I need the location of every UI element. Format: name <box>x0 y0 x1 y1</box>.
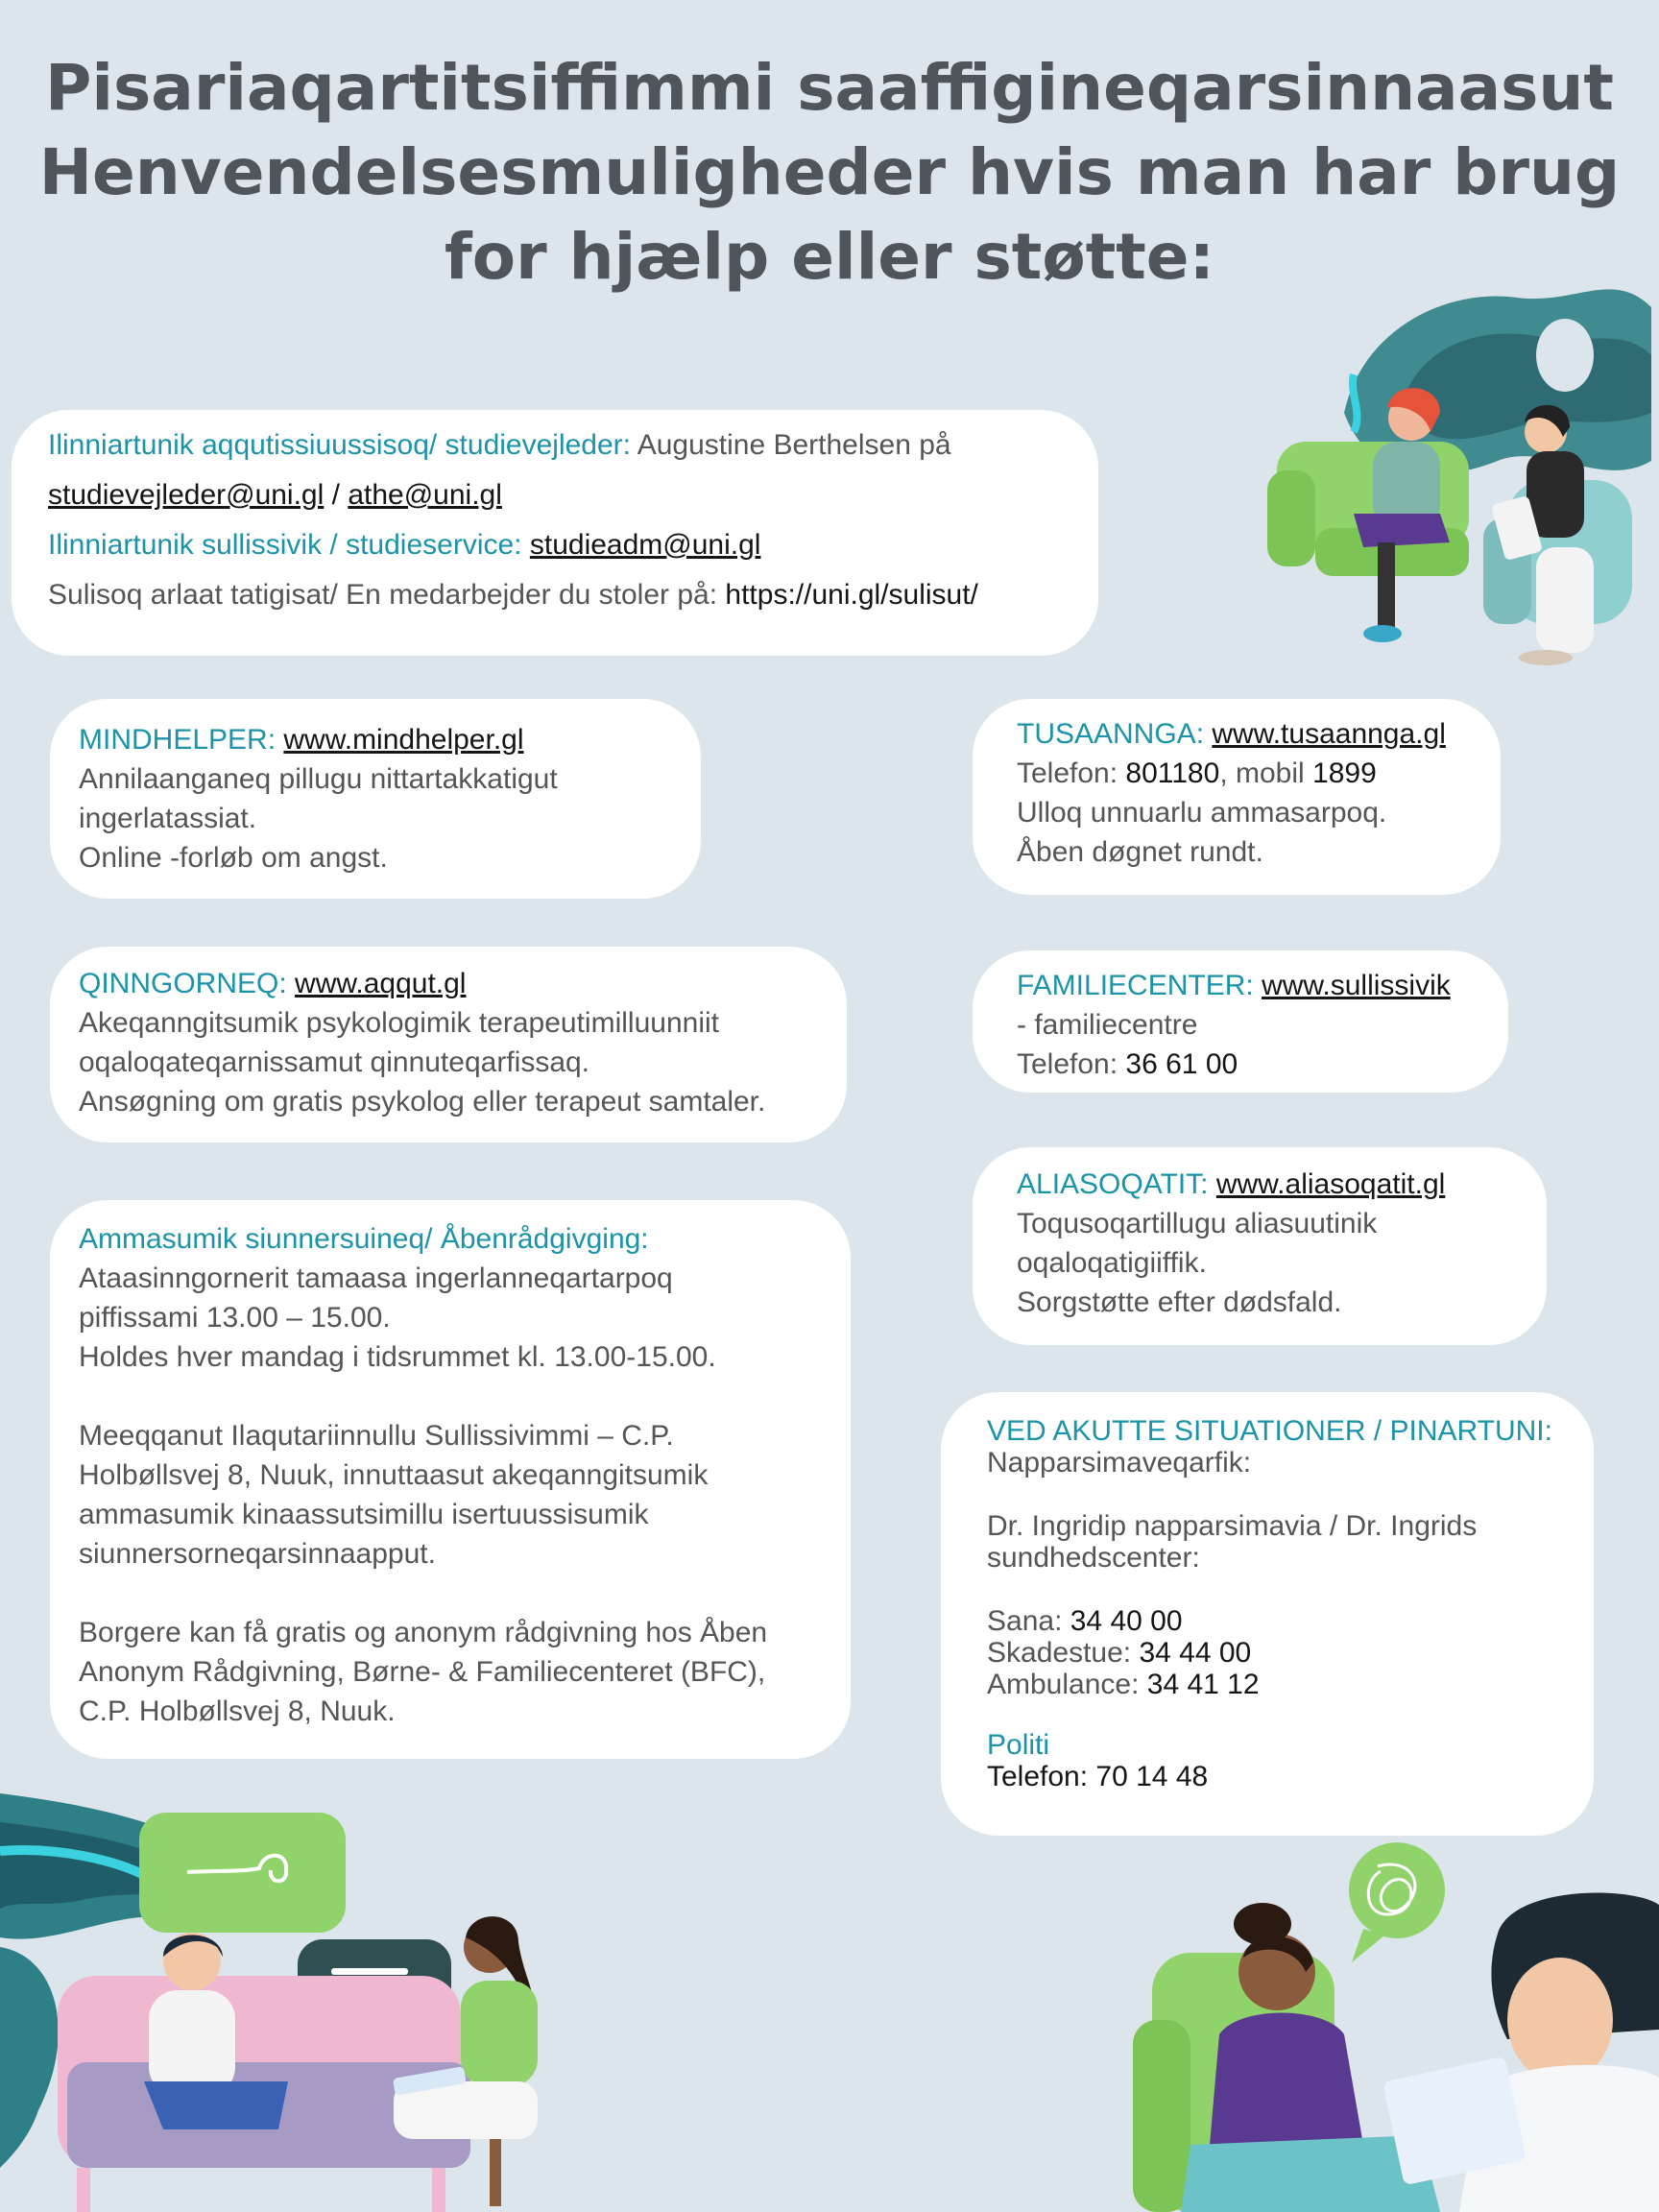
aliasoqatit-line-2: oqaloqatigiiffik. <box>1017 1247 1207 1279</box>
tusaannga-mobil: 1899 <box>1312 757 1377 789</box>
aabenraadgivning-card <box>50 1200 851 1759</box>
sana-line <box>987 1605 1594 1637</box>
politi-phone: Telefon: 70 14 48 <box>987 1761 1209 1792</box>
mindhelper-line-2: ingerlatassiat. <box>79 803 257 834</box>
aabenraadgivning-label: Ammasumik siunnersuineq/ Åbenrådgivging: <box>79 1223 649 1255</box>
university-contact-card <box>12 410 1098 656</box>
ambulance-line <box>987 1669 1594 1700</box>
studieadm-email-link[interactable]: studieadm@uni.gl <box>529 529 761 561</box>
sana-phone: 34 40 00 <box>1070 1605 1183 1637</box>
trusted-text: Sulisoq arlaat tatigisat/ En medarbejder du stoler på: <box>48 579 726 611</box>
aabenraadgivning-line-8: Borgere kan få gratis og anonym rådgivning hos Åben <box>79 1617 768 1648</box>
aliasoqatit-line-1: Toqusoqartillugu aliasuutinik <box>1017 1208 1378 1239</box>
tusaannga-card <box>973 699 1501 895</box>
ambulance-phone: 34 41 12 <box>1146 1669 1260 1700</box>
mindhelper-label: MINDHELPER: <box>79 724 276 756</box>
advisor-line <box>48 425 1098 465</box>
aabenraadgivning-line-9: Anonym Rådgivning, Børne- & Familiecenteret (BFC), <box>79 1656 766 1688</box>
skadestue-line <box>987 1637 1594 1669</box>
tusaannga-phone: 801180 <box>1125 757 1220 789</box>
aabenraadgivning-line-2: piffissami 13.00 – 15.00. <box>79 1302 391 1334</box>
sana-label: Sana: <box>987 1605 1070 1637</box>
sullissivik-url-link[interactable]: www.sullissivik <box>1262 970 1451 1001</box>
aliasoqatit-card <box>973 1147 1547 1345</box>
familiecenter-phone-line <box>1017 1045 1508 1084</box>
aabenraadgivning-line-5: Holbøllsvej 8, Nuuk, innuttaasut akeqanngitsumik <box>79 1459 709 1491</box>
familiecenter-line-1: - familiecentre <box>1017 1009 1198 1041</box>
qinngorneq-line-1: Akeqanngitsumik psykologimik terapeutimilluunniit <box>79 1007 719 1039</box>
aliasoqatit-url-link[interactable]: www.aliasoqatit.gl <box>1215 1168 1446 1200</box>
familiecenter-phone: 36 61 00 <box>1125 1048 1238 1080</box>
aliasoqatit-label: ALIASOQATIT: <box>1017 1168 1209 1200</box>
studievejleder-email-link[interactable]: studievejleder@uni.gl <box>48 479 325 511</box>
aabenraadgivning-line-1: Ataasinngornerit tamaasa ingerlanneqartarpoq <box>79 1262 673 1294</box>
tusaannga-label: TUSAANNGA: <box>1017 718 1205 750</box>
aabenraadgivning-line-10: C.P. Holbøllsvej 8, Nuuk. <box>79 1695 396 1727</box>
emergency-card <box>941 1392 1594 1836</box>
tusaannga-url-link[interactable]: www.tusaannga.gl <box>1212 718 1446 750</box>
qinngorneq-label: QINNGORNEQ: <box>79 968 287 999</box>
tusaannga-phone-line <box>1017 754 1501 793</box>
skadestue-phone: 34 44 00 <box>1139 1637 1252 1669</box>
sulisut-url-link[interactable]: https://uni.gl/sulisut/ <box>725 579 978 611</box>
skadestue-label: Skadestue: <box>987 1637 1140 1669</box>
emergency-line-3: sundhedscenter: <box>987 1542 1200 1574</box>
qinngorneq-card <box>50 947 847 1142</box>
conversation-illustration <box>0 1793 595 2212</box>
aabenraadgivning-line-7: siunnersorneqarsinnaapput. <box>79 1538 436 1570</box>
qinngorneq-line-3: Ansøgning om gratis psykolog eller terapeut samtaler. <box>79 1086 766 1118</box>
mindhelper-card <box>50 699 701 899</box>
title-line-1: Pisariaqartitsiffimmi saaffigineqarsinnaasut <box>45 51 1614 125</box>
tusaannga-line-3: Åben døgnet rundt. <box>1017 836 1263 868</box>
aliasoqatit-line-3: Sorgstøtte efter dødsfald. <box>1017 1286 1342 1318</box>
ambulance-label: Ambulance: <box>987 1669 1147 1700</box>
title-line-3: for hjælp eller støtte: <box>445 220 1214 294</box>
familiecenter-phone-prefix: Telefon: <box>1017 1048 1126 1080</box>
aabenraadgivning-line-3: Holdes hver mandag i tidsrummet kl. 13.00-15.00. <box>79 1341 716 1373</box>
service-label: Ilinniartunik sullissivik / studieservice: <box>48 529 522 561</box>
therapy-session-illustration <box>1258 269 1659 691</box>
advisor-emails <box>48 475 1098 515</box>
familiecenter-card <box>973 950 1508 1093</box>
advisor-label: Ilinniartunik aqqutissiuussisoq/ studievejleder: <box>48 429 632 461</box>
aabenraadgivning-line-4: Meeqqanut Ilaqutariinnullu Sullissivimmi – C.P. <box>79 1420 674 1452</box>
mindhelper-url-link[interactable]: www.mindhelper.gl <box>283 724 524 756</box>
aqqut-url-link[interactable]: www.aqqut.gl <box>295 968 467 999</box>
advisor-text: Augustine Berthelsen på <box>631 429 951 461</box>
emergency-label: VED AKUTTE SITUATIONER / PINARTUNI: <box>987 1415 1552 1447</box>
email-separator: / <box>324 479 349 511</box>
tusaannga-mobil-prefix: , mobil <box>1219 757 1313 789</box>
tusaannga-phone-prefix: Telefon: <box>1017 757 1126 789</box>
qinngorneq-line-2: oqaloqateqarnissamut qinnuteqarfissaq. <box>79 1046 590 1078</box>
trusted-employee-line <box>48 575 1098 614</box>
tusaannga-line-2: Ulloq unnuarlu ammasarpoq. <box>1017 797 1387 829</box>
page-title <box>0 46 1659 300</box>
mindhelper-line-3: Online -forløb om angst. <box>79 842 388 874</box>
aabenraadgivning-line-6: ammasumik kinaassutsimillu isertuussisumik <box>79 1499 649 1530</box>
politi-label: Politi <box>987 1729 1050 1761</box>
athe-email-link[interactable]: athe@uni.gl <box>348 479 502 511</box>
counseling-illustration <box>1133 1828 1659 2212</box>
service-line <box>48 525 1098 565</box>
emergency-line-2: Dr. Ingridip napparsimavia / Dr. Ingrids <box>987 1510 1478 1542</box>
mindhelper-line-1: Annilaanganeq pillugu nittartakkatigut <box>79 763 558 795</box>
emergency-line-1: Napparsimaveqarfik: <box>987 1447 1252 1479</box>
title-line-2: Henvendelsesmuligheder hvis man har brug <box>38 135 1621 209</box>
familiecenter-label: FAMILIECENTER: <box>1017 970 1254 1001</box>
